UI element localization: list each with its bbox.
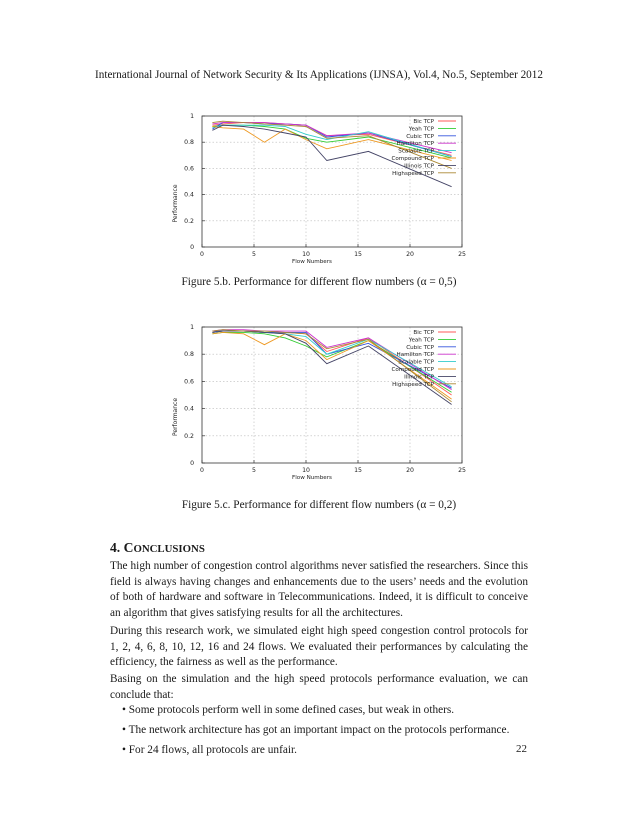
y-tick-label: 0.6 [184,378,194,386]
x-tick-label: 5 [252,251,256,258]
bullet-item-3: • For 24 flows, all protocols are unfair. [122,744,297,756]
page-number: 22 [516,743,527,755]
legend-label: Compound TCP [391,156,434,162]
figure-caption-5b: Figure 5.b. Performance for different flow numbers (α = 0,5) [181,276,457,288]
legend-label: Illinois TCP [404,163,434,170]
x-tick-label: 15 [354,467,362,474]
x-tick-label: 0 [200,467,204,474]
bullet-item-2: • The network architecture has got an important impact on the protocols performance. [122,724,510,736]
y-axis-label: Performance [172,184,179,223]
legend-label: Illinois TCP [404,374,434,381]
x-axis-label: Flow Numbers [292,259,332,265]
y-tick-label: 0.8 [184,351,194,359]
x-tick-label: 20 [406,467,414,474]
paragraph-1: The high number of congestion control algorithms never satisfied the researchers. Since this field is always having changes and enhancements due to the users’ needs and the evolution of both of hardware and software in Telecommunications. Indeed, it is difficult to conceive an algorithm that gives satisfying results for all the architectures. [110,560,528,619]
y-tick-label: 0.4 [184,405,194,413]
bullet-item-1: • Some protocols perform well in some defined cases, but weak in others. [122,704,455,716]
paragraph-2: During this research work, we simulated eight high speed congestion control protocols for 1, 2, 4, 6, 8, 10, 12, 16 and 24 flows. We evaluated their performances by calculating the efficiency, the fairness as well as the performance. [110,625,528,669]
section-title-rest: ONCLUSIONS [133,543,205,555]
y-tick-label: 0.2 [184,432,194,440]
legend-label: Highspeed TCP [392,170,434,177]
running-header: International Journal of Network Security & Its Applications (IJNSA), Vol.4, No.5, September 2012 [95,69,543,81]
legend-label: Cubic TCP [406,133,434,140]
legend-label: Hamilton TCP [396,141,434,148]
section-number: 4. [110,540,121,555]
section-heading [110,540,205,556]
y-tick-label: 0.6 [184,165,194,173]
paragraph-3: Basing on the simulation and the high speed protocols performance evaluation, we can conclude that: [110,673,528,701]
y-tick-label: 0 [190,460,194,467]
y-tick-label: 0.4 [184,191,194,199]
legend-label: Hamilton TCP [396,352,434,359]
y-tick-label: 0.8 [184,139,194,147]
x-tick-label: 10 [302,251,310,258]
y-tick-label: 0.2 [184,217,194,225]
y-tick-label: 1 [190,324,194,331]
y-tick-label: 1 [190,113,194,120]
legend-label: Compound TCP [391,367,434,373]
x-tick-label: 5 [252,467,256,474]
x-tick-label: 0 [200,251,204,258]
x-tick-label: 25 [458,467,466,474]
figure-caption-5c: Figure 5.c. Performance for different flow numbers (α = 0,2) [181,499,457,511]
x-tick-label: 10 [302,467,310,474]
legend-label: Scalable TCP [398,359,434,366]
section-title-initial: C [123,540,134,555]
legend-label: Bic TCP [413,330,434,336]
x-tick-label: 25 [458,251,466,258]
x-axis-label: Flow Numbers [292,475,332,481]
legend-label: Yeah TCP [408,337,434,344]
y-axis-label: Performance [172,397,179,437]
legend-label: Bic TCP [413,119,434,125]
legend-label: Yeah TCP [408,126,434,133]
x-tick-label: 20 [406,251,414,258]
legend-label: Scalable TCP [398,148,434,155]
x-tick-label: 15 [354,251,362,258]
legend-label: Highspeed TCP [392,381,434,388]
legend-label: Cubic TCP [406,344,434,351]
y-tick-label: 0 [190,244,194,251]
